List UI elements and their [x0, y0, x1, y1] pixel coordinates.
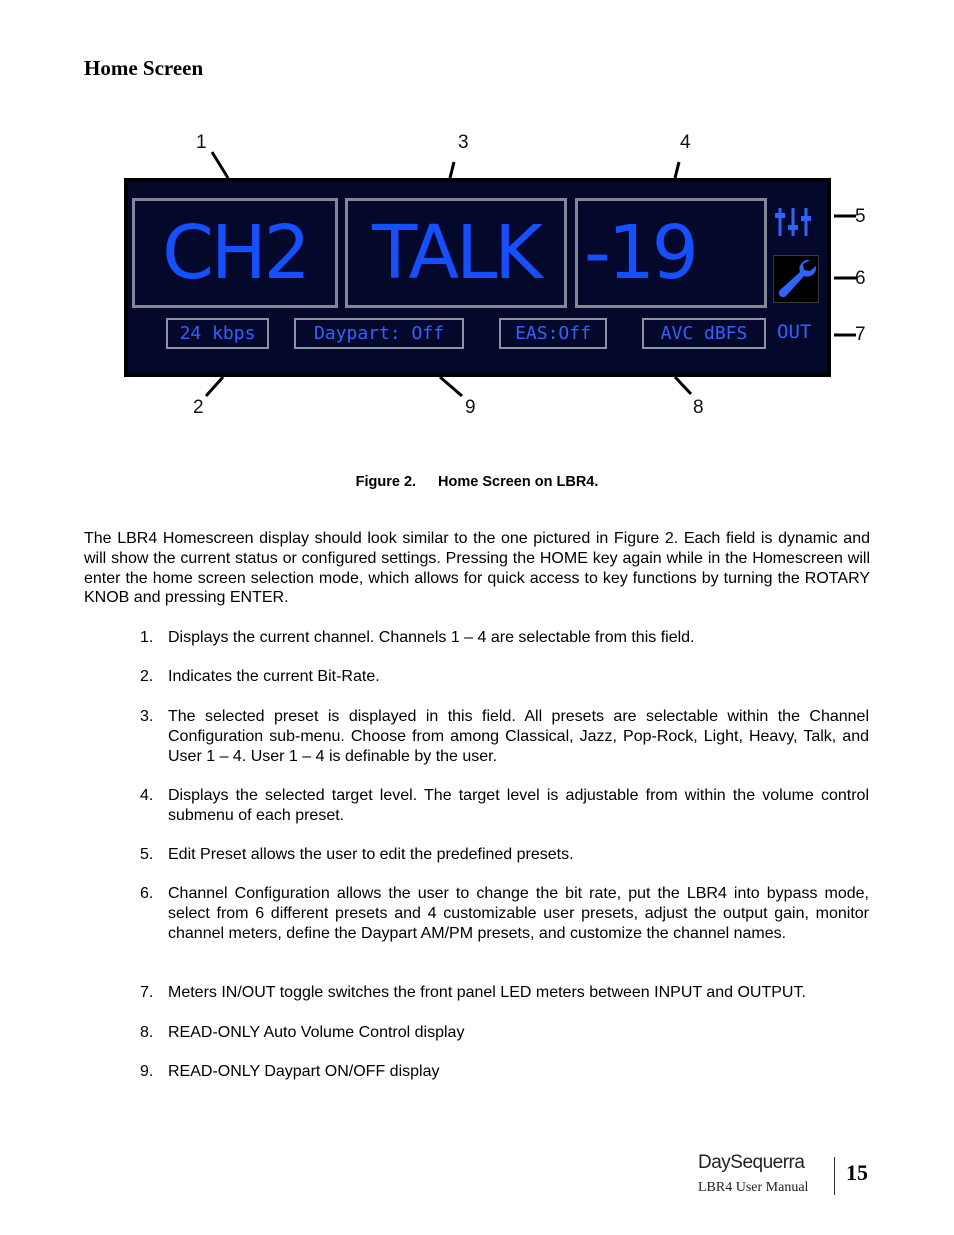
- callout-2: 2: [193, 397, 204, 418]
- home-screen-figure: [118, 128, 878, 428]
- page-number: 15: [846, 1160, 868, 1185]
- callout-5: 5: [855, 206, 866, 227]
- lcd-home-screen: [124, 178, 831, 377]
- footer-manual-title: LBR4 User Manual: [698, 1180, 809, 1195]
- callout-3: 3: [458, 132, 469, 153]
- meters-out-label: OUT: [777, 321, 812, 343]
- preset-field: [345, 198, 567, 308]
- caption-text: Home Screen on LBR4.: [438, 474, 599, 490]
- callout-6: 6: [855, 268, 866, 289]
- lcd-panel: [128, 182, 827, 373]
- section-title: Home Screen: [84, 56, 204, 80]
- target-level-value: -19: [584, 210, 696, 296]
- daypart-field: Daypart: Off: [294, 318, 464, 349]
- sliders-icon: [773, 204, 813, 240]
- caption-label: Figure 2.: [355, 474, 417, 490]
- callout-9: 9: [465, 397, 476, 418]
- footer-divider: [834, 1157, 835, 1195]
- target-level-field: [575, 198, 767, 308]
- figure-caption: [0, 474, 954, 490]
- bitrate-field: 24 kbps: [166, 318, 269, 349]
- intro-paragraph: The LBR4 Homescreen display should look similar to the one pictured in Figure 2. Each field is dynamic and will show the current status or configured settings. Pressing the HOME key again while in the Homescreen will enter the home screen selection mode, which allows for quick access to key functions by turning the ROTARY KNOB and pressing ENTER.: [84, 530, 870, 607]
- callout-8: 8: [693, 397, 704, 418]
- avc-field: AVC dBFS: [642, 318, 766, 349]
- eas-field: EAS:Off: [499, 318, 607, 349]
- preset-value: TALK: [372, 210, 540, 296]
- channel-value: CH2: [162, 210, 308, 296]
- wrench-icon: [773, 255, 819, 303]
- callout-4: 4: [680, 132, 691, 153]
- callout-1: 1: [196, 132, 207, 153]
- footer-brand-logo: DaySequerra: [698, 1152, 805, 1173]
- callout-7: 7: [855, 324, 866, 345]
- channel-field: [132, 198, 338, 308]
